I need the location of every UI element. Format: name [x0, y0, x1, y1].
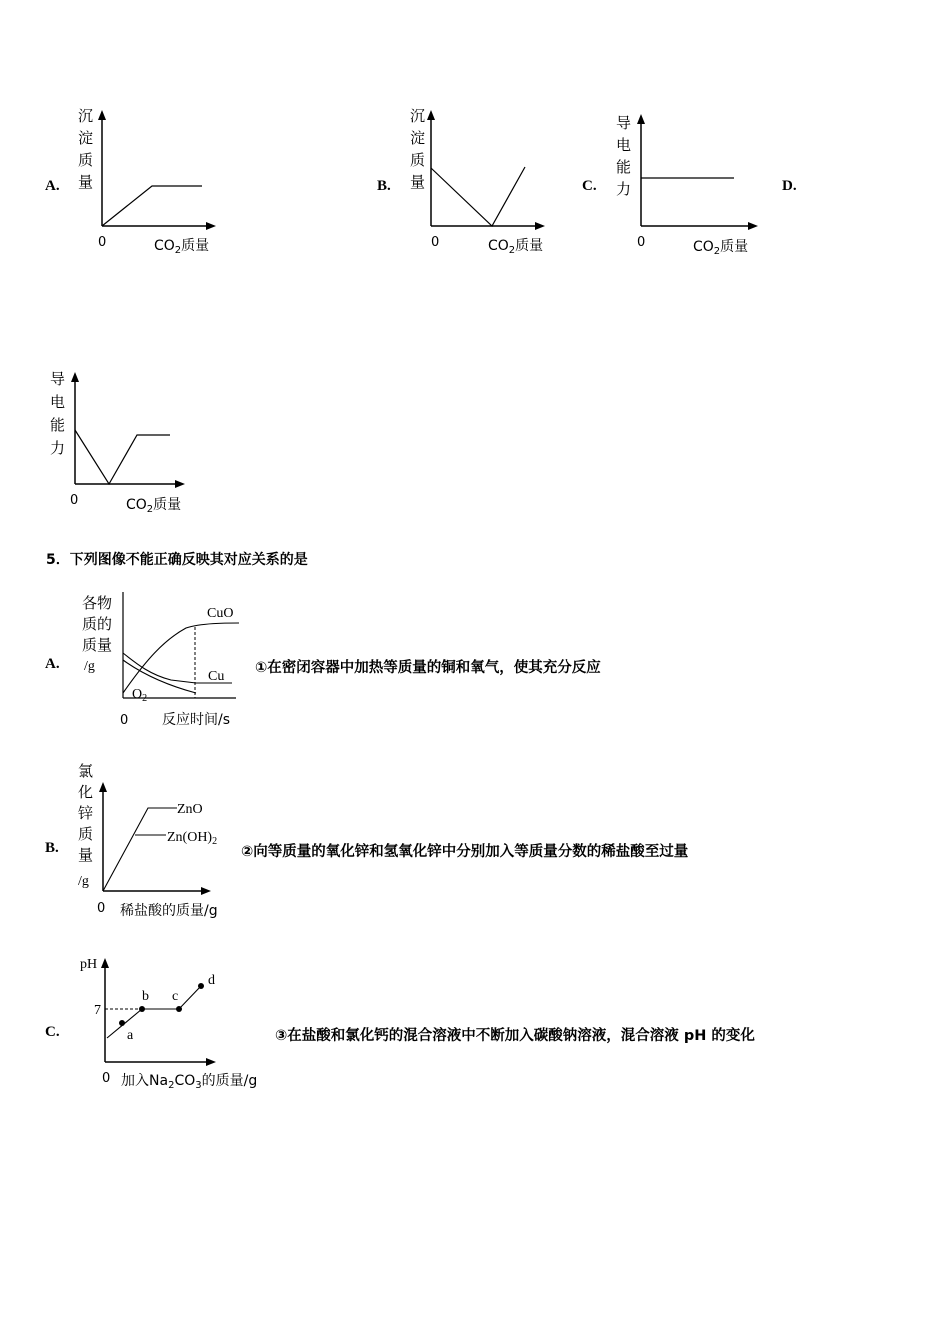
q5-option-a-label: A.	[45, 656, 60, 672]
graph-5b-origin: 0	[97, 901, 106, 916]
graph-5c-point-d	[198, 983, 204, 989]
q5-option-b-description: ②向等质量的氧化锌和氢氧化锌中分别加入等质量分数的稀盐酸至过量	[241, 844, 689, 860]
graph-c	[610, 100, 770, 260]
graph-a-origin: 0	[98, 235, 107, 250]
graph-5a-label-o2: $O_2$	[132, 687, 148, 704]
svg-text:能: 能	[616, 158, 632, 176]
graph-5c-label-a: a	[127, 1028, 134, 1043]
graph-5c-curve	[107, 986, 201, 1038]
graph-5c-x-label: 加入$Na_2CO_3$的质量/g	[121, 1073, 258, 1091]
graph-5c-label-b: b	[142, 989, 149, 1004]
graph-5a-y-label	[82, 594, 112, 674]
svg-text:量: 量	[78, 173, 94, 191]
option-b-label: B.	[377, 178, 391, 194]
graph-5a-x-label: 反应时间/s	[162, 712, 231, 728]
svg-text:质: 质	[78, 151, 94, 169]
graph-c-y-label	[616, 114, 631, 198]
graph-c-x-label: $CO_2$质量	[693, 239, 749, 257]
svg-text:导: 导	[50, 370, 66, 388]
graph-5c-y-label: pH	[80, 957, 98, 972]
graph-5c	[70, 948, 290, 1098]
graph-a-curve	[102, 186, 202, 226]
graph-5b-label-zno: ZnO	[177, 802, 203, 817]
q5-option-b-label: B.	[45, 840, 59, 856]
option-a-label: A.	[45, 178, 60, 194]
graph-5b-label-znoh2: $Zn(OH)_2$	[167, 830, 218, 847]
graph-d-y-label	[50, 370, 65, 457]
option-d-label: D.	[782, 178, 797, 194]
graph-b	[404, 100, 564, 260]
question-5-title: 5．下列图像不能正确反映其对应关系的是	[46, 552, 308, 568]
svg-text:电: 电	[616, 136, 632, 154]
svg-text:量: 量	[410, 173, 426, 191]
svg-text:力: 力	[616, 180, 632, 198]
svg-text:质: 质	[410, 151, 426, 169]
svg-text:化: 化	[78, 783, 94, 801]
svg-text:氯: 氯	[78, 762, 94, 780]
graph-5b-curve-zno	[103, 808, 177, 891]
graph-c-origin: 0	[637, 235, 646, 250]
graph-a	[70, 100, 230, 260]
graph-b-origin: 0	[431, 235, 440, 250]
graph-5b-x-label: 稀盐酸的质量/g	[120, 903, 218, 919]
graph-5c-point-a	[119, 1020, 125, 1026]
graph-5c-point-b	[139, 1006, 145, 1012]
graph-5a-label-cuo: CuO	[207, 606, 234, 621]
svg-text:各物: 各物	[82, 594, 113, 612]
graph-5c-tick-7: 7	[94, 1003, 101, 1018]
graph-5a-label-cu: Cu	[208, 669, 225, 684]
svg-text:质量: 质量	[82, 636, 113, 654]
graph-5b	[70, 760, 250, 925]
graph-5b-y-label	[78, 762, 93, 889]
svg-text:/g: /g	[78, 874, 89, 889]
graph-5a-origin: 0	[120, 713, 129, 728]
graph-b-x-label: $CO_2$质量	[488, 238, 544, 256]
svg-text:导: 导	[616, 114, 632, 132]
q5-option-c-description: ③在盐酸和氯化钙的混合溶液中不断加入碳酸钠溶液，混合溶液 pH 的变化	[275, 1028, 755, 1044]
graph-a-y-label	[78, 107, 93, 191]
graph-d-x-label: $CO_2$质量	[126, 497, 182, 515]
graph-d	[40, 362, 210, 522]
graph-d-curve	[75, 430, 170, 484]
svg-text:能: 能	[50, 416, 66, 434]
svg-text:量: 量	[78, 846, 94, 864]
graph-5a	[76, 590, 256, 740]
graph-d-origin: 0	[70, 493, 79, 508]
graph-b-y-label	[410, 107, 425, 191]
graph-5c-origin: 0	[102, 1071, 111, 1086]
option-c-label: C.	[582, 178, 597, 194]
graph-b-curve	[431, 167, 525, 226]
svg-text:淀: 淀	[410, 129, 426, 147]
graph-5c-point-c	[176, 1006, 182, 1012]
svg-text:淀: 淀	[78, 129, 94, 147]
q5-option-a-description: ①在密闭容器中加热等质量的铜和氧气，使其充分反应	[255, 660, 601, 676]
svg-text:/g: /g	[84, 659, 95, 674]
svg-text:锌: 锌	[78, 804, 94, 822]
svg-text:沉: 沉	[410, 107, 426, 125]
svg-text:力: 力	[50, 439, 66, 457]
graph-5c-label-c: c	[172, 989, 179, 1004]
svg-text:沉: 沉	[78, 107, 94, 125]
svg-text:质: 质	[78, 825, 94, 843]
svg-text:电: 电	[50, 393, 66, 411]
svg-text:质的: 质的	[82, 615, 113, 633]
graph-5c-label-d: d	[208, 973, 215, 988]
graph-a-x-label: $CO_2$质量	[154, 238, 210, 256]
q5-option-c-label: C.	[45, 1024, 60, 1040]
